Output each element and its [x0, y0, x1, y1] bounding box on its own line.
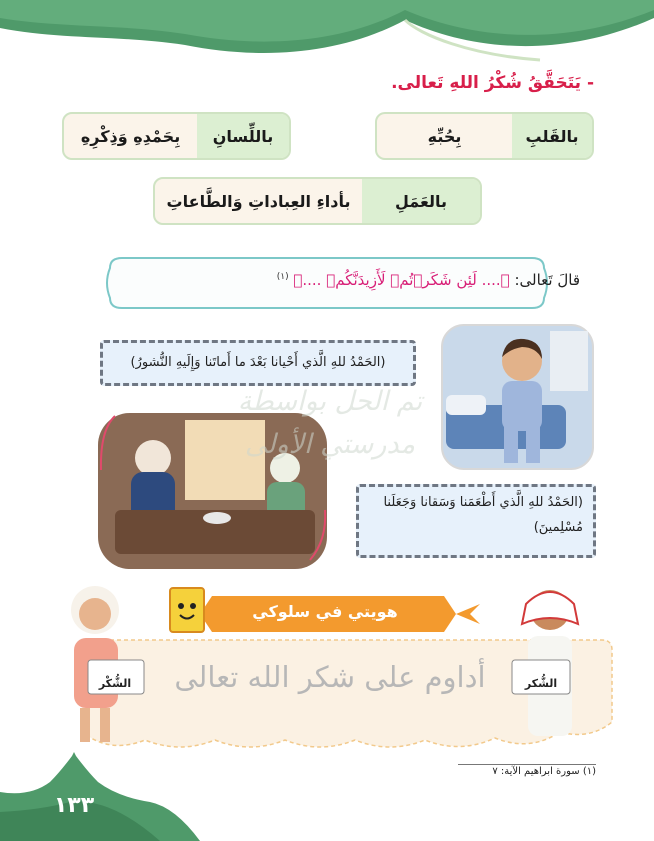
- way-key: بالقَلبِ: [512, 114, 592, 158]
- ayah-text: [277, 271, 580, 289]
- watermark-line: تم الحل بواسطة: [237, 386, 423, 417]
- way-key: بالعَمَلِ: [362, 179, 480, 223]
- sign-right-text: الشُّكر: [524, 677, 558, 690]
- page-number: ١٣٣: [53, 793, 95, 818]
- header-decorative-band: [0, 0, 654, 70]
- watermark: [190, 380, 470, 466]
- ayah-intro: قالَ تَعالى:: [514, 271, 580, 289]
- way-heart-box: [375, 112, 594, 160]
- identity-banner-title: هويتي في سلوكي: [252, 602, 398, 621]
- way-key: باللِّسانِ: [197, 114, 289, 158]
- wake-dua-box: (الحَمْدُ للهِ الَّذي أَحْيانا بَعْدَ ما أَماتَنا وَإِلَيهِ النُّشورُ): [100, 340, 416, 386]
- ayah-quote: ﴿.... لَئِن شَكَرۡتُمۡ لَأَزِيدَنَّكُمۡ ....﴾: [293, 271, 510, 289]
- way-value: بأداءِ العِباداتِ وَالطَّاعاتِ: [166, 191, 351, 211]
- intro-line: - يَتَحَقَّقُ شُكْرُ اللهِ تَعالى.: [391, 73, 594, 93]
- watermark-line: مدرستي الأولى: [244, 429, 416, 461]
- way-deed-box: [153, 177, 482, 225]
- commitment-text: أداوم على شكر الله تعالى: [174, 660, 486, 694]
- way-value: بِحَمْدِهِ وَذِكْرِهِ: [80, 126, 181, 146]
- way-tongue-box: [62, 112, 291, 160]
- sign-left-text: الشُّكْر: [98, 677, 132, 690]
- way-value: بِحُبِّهِ: [427, 126, 462, 146]
- footnote-marker: (١): [276, 272, 289, 282]
- meal-dua-box: (الحَمْدُ للهِ الَّذي أَطْعَمَنا وَسَقانا وَجَعَلَنا مُسْلِمينَ): [356, 484, 596, 558]
- footnote: (١) سورة ابراهيم الآية: ٧: [458, 764, 596, 777]
